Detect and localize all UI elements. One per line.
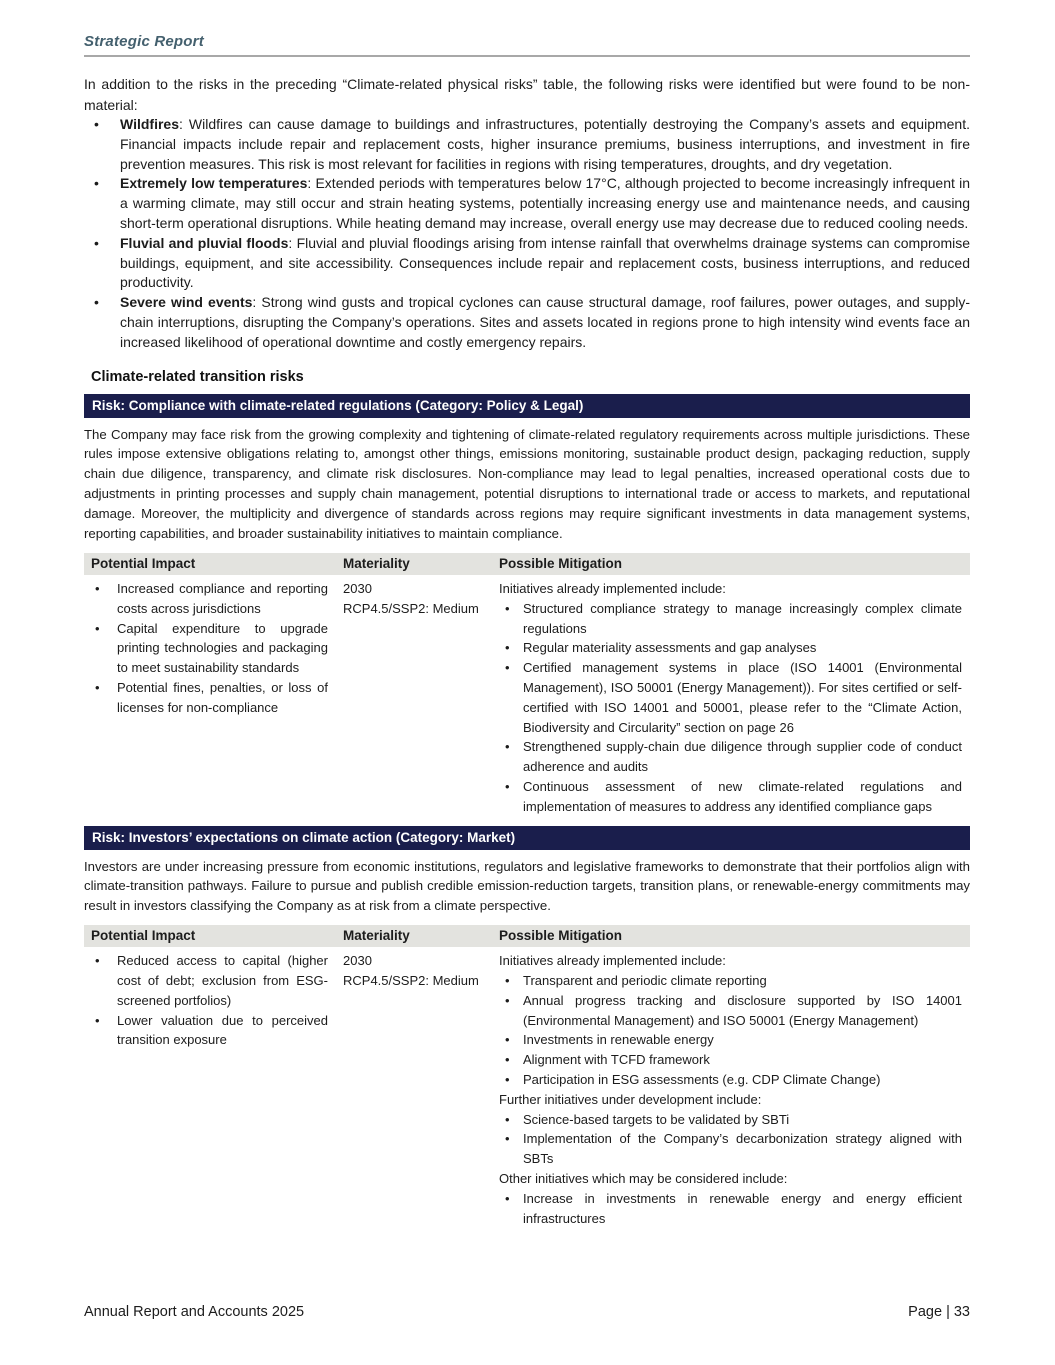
risk-text: Extended periods with temperatures below 17°C, although projected to become increasingly infrequent in a warming climate, may still occur and strain heating systems, potentially increasing energy use and maintenance needs, and causing short-term operational disruptions. While heating demand may increase, overall energy use may decrease due to reduced cooling needs.: [120, 175, 970, 231]
column-header-materiality: Materiality: [343, 556, 410, 571]
list-item: • Increase in investments in renewable energy and energy efficient infrastructures: [499, 1189, 962, 1229]
impact-cell: [84, 579, 336, 817]
column-header-mitigation: Possible Mitigation: [499, 556, 623, 571]
list-item: • Capital expenditure to upgrade printing technologies and packaging to meet sustainability standards: [91, 619, 328, 678]
footer-page-number: Page | 33: [908, 1304, 970, 1320]
term-separator: :: [252, 294, 262, 311]
column-header-materiality: Materiality: [343, 928, 410, 944]
list-item: [84, 293, 970, 352]
page-content: [84, 33, 970, 1228]
table-body-row: [84, 575, 970, 817]
table-body-row: [84, 947, 970, 1228]
mitigation-cell: [492, 579, 970, 817]
page-footer: [84, 1304, 970, 1320]
risk-text: Strong wind gusts and tropical cyclones can cause structural damage, roof failures, power outages, and supply-chain interruptions, disrupting the Company’s operations. Sites and assets located in regions prone to high intensity wind events face an increased likelihood of operational downtime and costly emergency repairs.: [120, 294, 971, 350]
materiality-scenario: RCP4.5/SSP2: Medium: [343, 600, 479, 616]
mitigation-lead: Initiatives already implemented include:: [499, 953, 726, 969]
list-item: • Continuous assessment of new climate-related regulations and implementation of measures to address any identified compliance gaps: [499, 777, 962, 817]
risk-term: Extremely low temperatures: [120, 175, 308, 192]
column-header-mitigation: Possible Mitigation: [499, 928, 623, 944]
list-item: • Implementation of the Company’s decarbonization strategy aligned with SBTs: [499, 1129, 962, 1169]
list-item: [84, 174, 970, 233]
list-item: • Regular materiality assessments and gap analyses: [499, 638, 962, 658]
list-item: • Alignment with TCFD framework: [499, 1050, 962, 1070]
risk-banner: Risk: Investors’ expectations on climate action (Category: Market): [84, 826, 970, 850]
list-item: • Lower valuation due to perceived transition exposure: [91, 1011, 328, 1051]
materiality-horizon: 2030: [343, 581, 372, 596]
intro-paragraph: In addition to the risks in the preceding “Climate-related physical risks” table, the following risks were identified but were found to be non-material:: [84, 76, 970, 113]
risk-text: Fluvial and pluvial floodings arising from intense rainfall that overwhelms drainage systems can compromise buildings, equipment, and site accessibility. Consequences include repair and replacement costs, business interruptions, and reduced productivity.: [120, 234, 971, 291]
list-item: • Investments in renewable energy: [499, 1030, 962, 1050]
materiality-scenario: RCP4.5/SSP2: Medium: [343, 973, 479, 989]
risk-banner: Risk: Compliance with climate-related regulations (Category: Policy & Legal): [84, 394, 970, 418]
impact-cell: [84, 951, 336, 1228]
materiality-cell: [336, 579, 492, 817]
risk-text: Wildfires can cause damage to buildings and infrastructures, potentially destroying the Company’s assets and equipment. Financial impacts include repair and replacement costs, higher insurance premiums, business interruptions, and investment in fire prevention measures. This risk is most relevant for facilities in regions with rising temperatures, droughts, and dry vegetation.: [120, 116, 970, 172]
title-divider: [84, 55, 970, 57]
section-heading: Climate-related transition risks: [91, 368, 304, 385]
term-separator: :: [307, 175, 316, 192]
mitigation-lead: Other initiatives which may be considered include:: [499, 1171, 788, 1187]
column-header-impact: Potential Impact: [91, 556, 196, 571]
column-header-impact: Potential Impact: [91, 928, 196, 944]
term-separator: :: [179, 116, 189, 132]
term-separator: :: [288, 234, 297, 251]
list-item: • Strengthened supply-chain due diligence through supplier code of conduct adherence and audits: [499, 737, 962, 777]
list-item: • Annual progress tracking and disclosure supported by ISO 14001 (Environmental Management) and ISO 50001 (Energy Management): [499, 991, 962, 1031]
mitigation-cell: [492, 951, 970, 1228]
list-item: • Potential fines, penalties, or loss of licenses for non-compliance: [91, 678, 328, 718]
risk-table: [84, 553, 970, 817]
list-item: • Transparent and periodic climate reporting: [499, 971, 962, 991]
risk-table: [84, 925, 970, 1228]
page-title: Strategic Report: [84, 33, 204, 50]
risk-description: Investors are under increasing pressure from economic institutions, regulators and legislative frameworks to demonstrate that their portfolios align with climate-transition pathways. Failure to pursue and publish credible emission-reduction targets, transition plans, or renewable-energy commitments may result in investors classifying the Company as at risk from a climate perspective.: [84, 858, 970, 914]
list-item: • Certified management systems in place (ISO 14001 (Environmental Management), ISO 50001 (Energy Management)). For sites certified or self-certified with ISO 14001 and 50001, please refer to the “Climate Action, Biodiversity and Circularity” section on page 26: [499, 658, 962, 737]
table-header-row: [84, 925, 970, 947]
table-header-row: [84, 553, 970, 575]
materiality-horizon: 2030: [343, 953, 372, 969]
list-item: • Participation in ESG assessments (e.g. CDP Climate Change): [499, 1070, 962, 1090]
list-item: [84, 115, 970, 174]
list-item: • Reduced access to capital (higher cost of debt; exclusion from ESG-screened portfolios): [91, 951, 328, 1010]
risk-term: Wildfires: [120, 116, 179, 132]
footer-report-name: Annual Report and Accounts 2025: [84, 1304, 305, 1320]
risk-description: The Company may face risk from the growing complexity and tightening of climate-related regulatory requirements across multiple jurisdictions. These rules impose extensive obligations relating to, amongst other things, emissions monitoring, sustainable product design, packaging reduction, supply chain due diligence, transparency, and climate risk disclosures. Non-compliance may lead to legal penalties, increased operational costs due to adjustments in printing processes and supply chain management, potential disruptions to international trade or access to markets, and reputational damage. Moreover, the multiplicity and divergence of standards across regions may require significant investments in data management systems, reporting capabilities, and broader sustainability initiatives to maintain compliance.: [84, 426, 970, 542]
list-item: • Science-based targets to be validated by SBTi: [499, 1110, 962, 1130]
mitigation-lead: Initiatives already implemented include:: [499, 581, 726, 596]
list-item: • Structured compliance strategy to manage increasingly complex climate regulations: [499, 599, 962, 639]
list-item: [84, 234, 970, 293]
list-item: • Increased compliance and reporting costs across jurisdictions: [91, 579, 328, 619]
risk-term: Severe wind events: [120, 294, 253, 311]
physical-risk-list: [84, 115, 970, 353]
materiality-cell: [336, 951, 492, 1228]
mitigation-lead: Further initiatives under development include:: [499, 1091, 762, 1107]
risk-term: Fluvial and pluvial floods: [120, 234, 289, 251]
